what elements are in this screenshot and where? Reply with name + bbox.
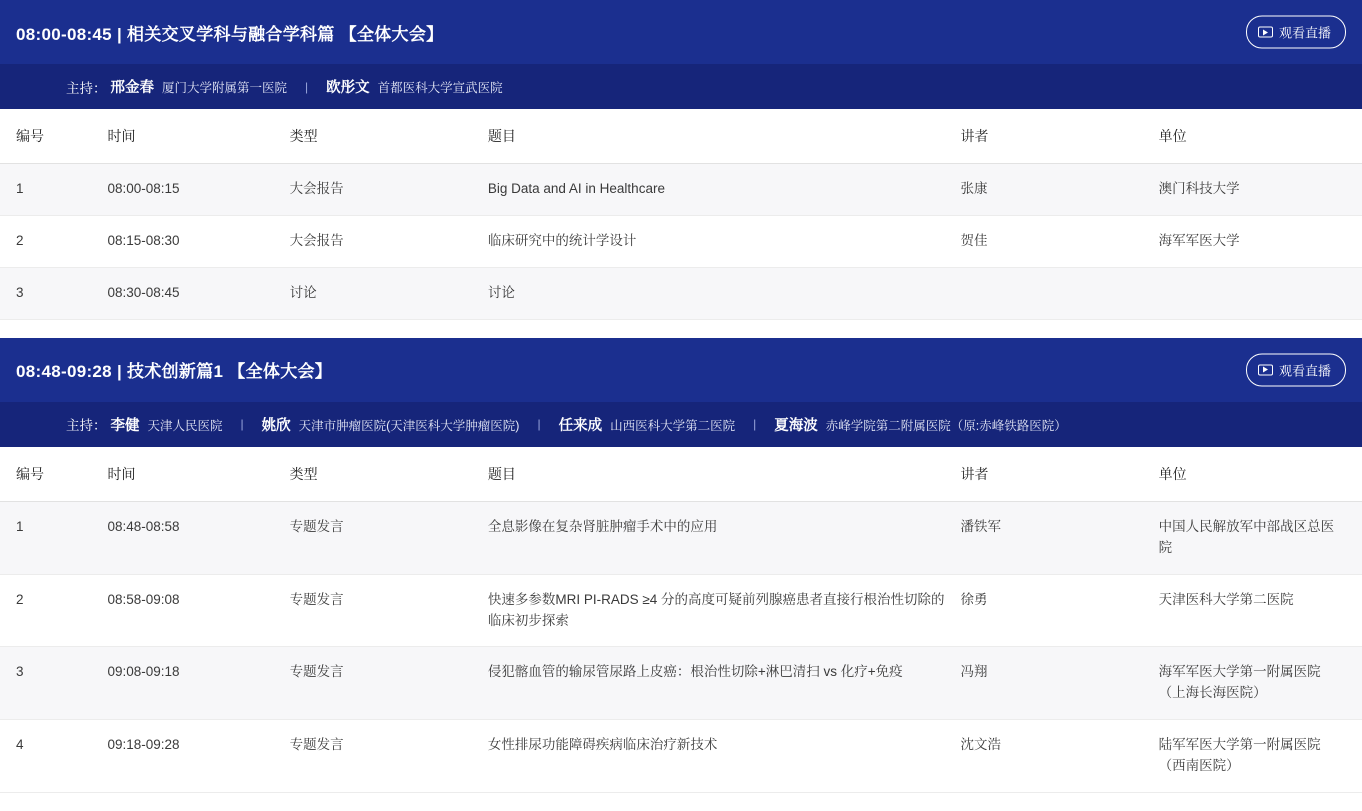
table-header-row — [0, 109, 1362, 164]
chair-name: 欧彤文 — [326, 80, 370, 96]
chair-separator: | — [240, 417, 244, 432]
table-row — [0, 647, 1362, 720]
cell-type: 大会报告 — [290, 215, 488, 267]
column-header-title: 题目 — [488, 109, 961, 164]
chair-separator: | — [537, 417, 541, 432]
cell-time: 08:58-09:08 — [91, 574, 289, 647]
chair-separator: | — [305, 79, 309, 94]
column-header-unit: 单位 — [1159, 447, 1362, 502]
column-header-type: 类型 — [290, 447, 488, 502]
chair-org: 赤峰学院第二附属医院（原:赤峰铁路医院） — [825, 418, 1067, 433]
chair-name: 李健 — [110, 417, 140, 434]
cell-time: 09:18-09:28 — [91, 720, 289, 793]
chair-name: 任来成 — [558, 417, 603, 434]
cell-no: 3 — [0, 647, 91, 720]
chair-org: 厦门大学附属第一医院 — [162, 81, 288, 95]
cell-type: 专题发言 — [290, 647, 488, 720]
cell-title: 临床研究中的统计学设计 — [488, 215, 961, 267]
cell-speaker: 潘铁军 — [960, 501, 1158, 574]
session-block — [0, 0, 1362, 320]
session-title: 08:00-08:45 | 相关交叉学科与融合学科篇 【全体大会】 — [16, 24, 444, 44]
cell-type: 专题发言 — [290, 501, 488, 574]
cell-no: 1 — [0, 164, 91, 216]
chair-label: 主持： — [66, 418, 107, 434]
column-header-type: 类型 — [290, 109, 488, 164]
cell-unit — [1159, 267, 1362, 319]
chair-label: 主持： — [66, 80, 107, 96]
table-body — [0, 164, 1362, 320]
chair-org: 首都医科大学宣武医院 — [377, 81, 503, 95]
cell-speaker — [960, 267, 1158, 319]
chair-name: 邢金春 — [110, 80, 154, 96]
chair-entry — [111, 76, 288, 97]
session-header — [0, 0, 1362, 64]
chair-separator: | — [753, 417, 757, 432]
cell-no: 1 — [0, 501, 91, 574]
session-table — [0, 109, 1362, 320]
cell-unit: 天津医科大学第二医院 — [1159, 574, 1362, 647]
video-play-icon — [1258, 364, 1273, 375]
watch-live-label: 观看直播 — [1278, 363, 1331, 379]
table-header-row — [0, 447, 1362, 502]
session-chairs — [0, 402, 1362, 447]
chair-entry — [111, 414, 223, 435]
chair-entry — [326, 76, 503, 97]
cell-no: 2 — [0, 574, 91, 647]
session-block — [0, 338, 1362, 793]
watch-live-label: 观看直播 — [1278, 25, 1331, 41]
chair-org: 天津市肿瘤医院(天津医科大学肿瘤医院) — [298, 418, 520, 433]
session-header — [0, 338, 1362, 402]
column-header-unit: 单位 — [1159, 109, 1362, 164]
cell-unit: 海军军医大学 — [1159, 215, 1362, 267]
column-header-speaker: 讲者 — [960, 447, 1158, 502]
cell-type: 讨论 — [290, 267, 488, 319]
cell-title: 讨论 — [488, 267, 961, 319]
column-header-no: 编号 — [0, 447, 91, 502]
table-header — [0, 109, 1362, 164]
cell-title: 女性排尿功能障碍疾病临床治疗新技术 — [488, 720, 961, 793]
cell-speaker: 沈文浩 — [960, 720, 1158, 793]
cell-speaker: 张康 — [960, 164, 1158, 216]
table-row — [0, 215, 1362, 267]
watch-live-button[interactable] — [1246, 353, 1346, 386]
cell-no: 3 — [0, 267, 91, 319]
table-body — [0, 501, 1362, 792]
chair-name: 夏海波 — [774, 417, 818, 434]
cell-no: 2 — [0, 215, 91, 267]
chair-entry — [262, 414, 520, 435]
cell-time: 08:48-08:58 — [91, 501, 289, 574]
cell-time: 08:15-08:30 — [91, 215, 289, 267]
table-row — [0, 267, 1362, 319]
session-chairs — [0, 64, 1362, 109]
cell-unit: 澳门科技大学 — [1159, 164, 1362, 216]
chair-org: 山西医科大学第二医院 — [610, 418, 736, 433]
cell-time: 08:30-08:45 — [91, 267, 289, 319]
cell-speaker: 冯翔 — [960, 647, 1158, 720]
chair-org: 天津人民医院 — [147, 418, 223, 433]
chair-entry — [774, 414, 1066, 435]
column-header-no: 编号 — [0, 109, 91, 164]
cell-speaker: 贺佳 — [960, 215, 1158, 267]
cell-unit: 中国人民解放军中部战区总医院 — [1159, 501, 1362, 574]
cell-title: 快速多参数MRI PI-RADS ≥4 分的高度可疑前列腺癌患者直接行根治性切除的临床初步探索 — [488, 574, 961, 647]
video-play-icon — [1258, 27, 1273, 38]
cell-type: 专题发言 — [290, 574, 488, 647]
table-row — [0, 164, 1362, 216]
session-title: 08:48-09:28 | 技术创新篇1 【全体大会】 — [16, 362, 333, 382]
table-header — [0, 447, 1362, 502]
table-row — [0, 574, 1362, 647]
cell-type: 大会报告 — [290, 164, 488, 216]
cell-time: 08:00-08:15 — [91, 164, 289, 216]
session-table — [0, 447, 1362, 793]
cell-speaker: 徐勇 — [960, 574, 1158, 647]
cell-title: 侵犯髂血管的输尿管尿路上皮癌：根治性切除+淋巴清扫 vs 化疗+免疫 — [488, 647, 961, 720]
cell-unit: 海军军医大学第一附属医院（上海长海医院） — [1159, 647, 1362, 720]
cell-unit: 陆军军医大学第一附属医院（西南医院） — [1159, 720, 1362, 793]
column-header-time: 时间 — [91, 109, 289, 164]
cell-no: 4 — [0, 720, 91, 793]
table-row — [0, 501, 1362, 574]
chair-entry — [559, 414, 736, 435]
watch-live-button[interactable] — [1246, 16, 1346, 49]
cell-type: 专题发言 — [290, 720, 488, 793]
cell-title: Big Data and AI in Healthcare — [488, 164, 961, 216]
cell-title: 全息影像在复杂肾脏肿瘤手术中的应用 — [488, 501, 961, 574]
cell-time: 09:08-09:18 — [91, 647, 289, 720]
column-header-title: 题目 — [488, 447, 961, 502]
column-header-time: 时间 — [91, 447, 289, 502]
table-row — [0, 720, 1362, 793]
column-header-speaker: 讲者 — [960, 109, 1158, 164]
chair-name: 姚欣 — [261, 417, 291, 434]
